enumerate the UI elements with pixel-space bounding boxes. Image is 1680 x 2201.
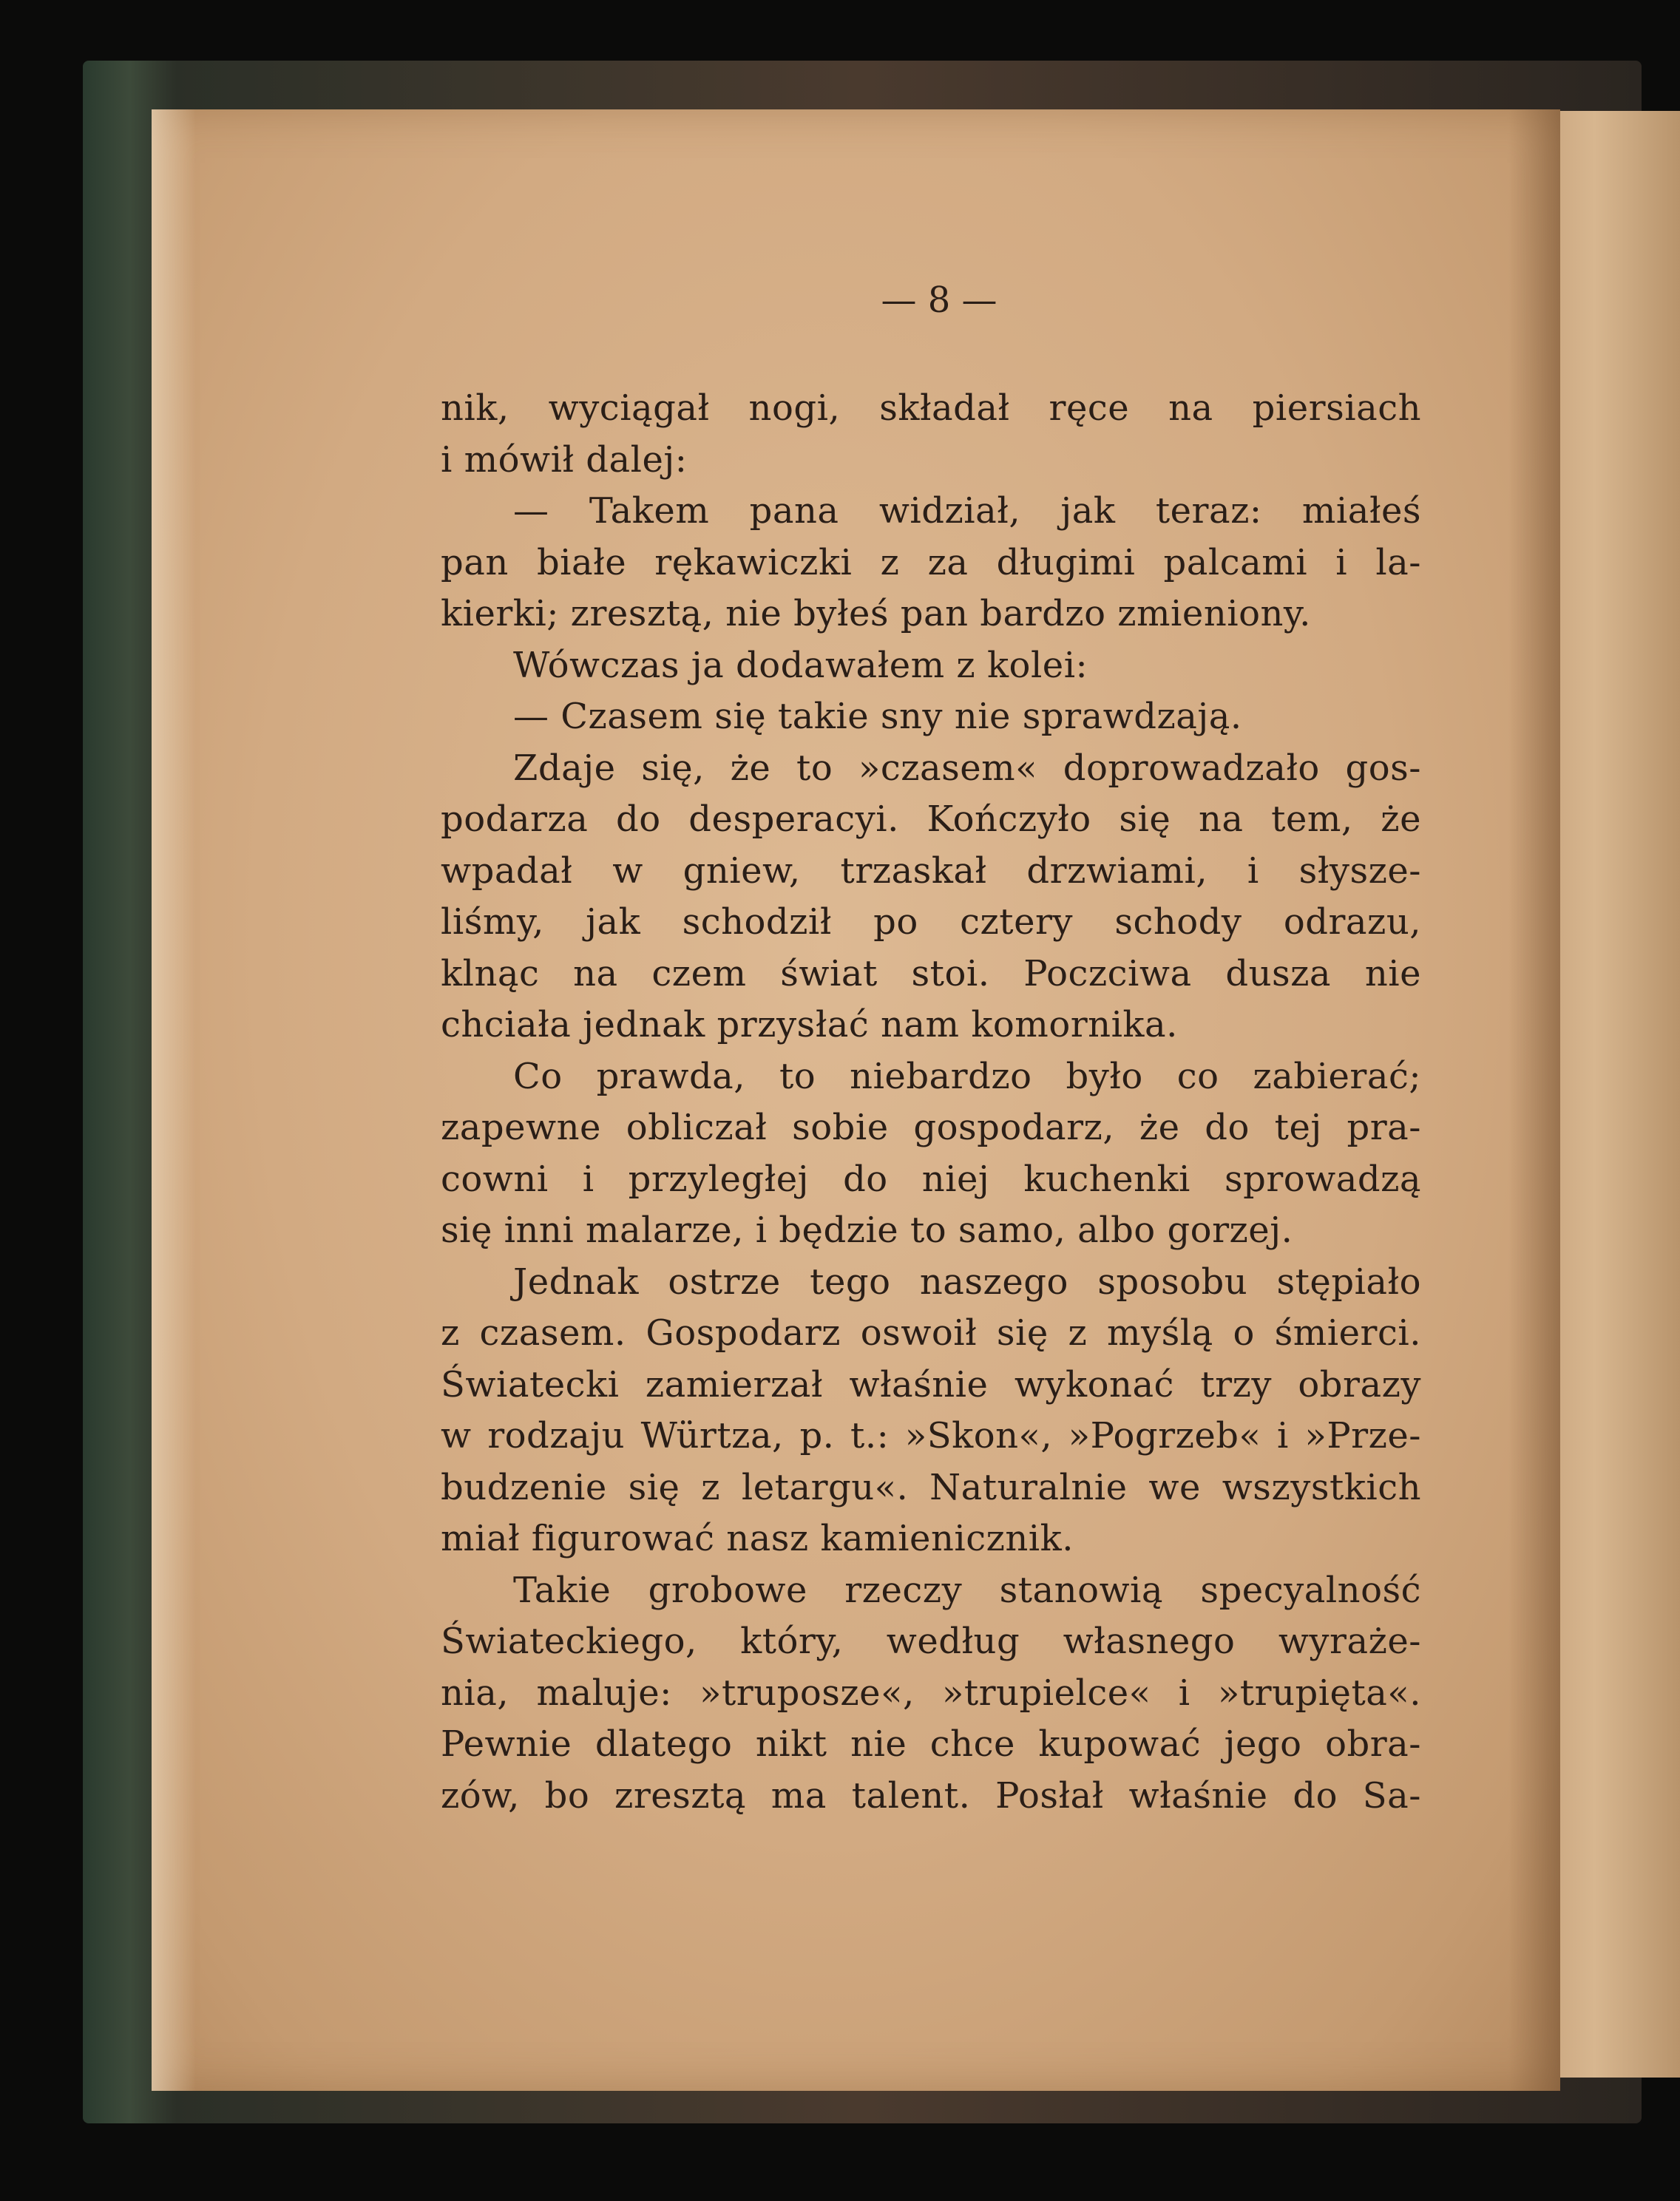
text-line: liśmy, jak schodził po cztery schody odrazu, [441,901,1421,943]
text-line: Jednak ostrze tego naszego sposobu stępiało [513,1261,1421,1303]
text-line: się inni malarze, i będzie to samo, albo gorzej. [441,1210,1293,1251]
text-line: kierki; zresztą, nie byłeś pan bardzo zmieniony. [441,593,1311,634]
page-left-edge [152,109,196,2091]
text-line: Świateckiego, który, według własnego wyraże- [441,1621,1421,1662]
text-line: z czasem. Gospodarz oswoił się z myślą o śmierci. [441,1312,1421,1354]
text-line: klnąc na czem świat stoi. Poczciwa dusza nie [441,952,1421,994]
text-line: Zdaje się, że to »czasem« doprowadzało gos- [513,747,1421,789]
text-line: budzenie się z letargu«. Naturalnie we wszystkich [441,1466,1421,1508]
text-line: — Takem pana widział, jak teraz: miałeś [513,490,1421,532]
text-line: i mówił dalej: [441,438,688,481]
text-line: zów, bo zresztą ma talent. Posłał właśnie do Sa- [441,1774,1421,1817]
text-line: Wówczas ja dodawałem z kolei: [513,644,1088,686]
text-line: cowni i przyległej do niej kuchenki sprowadzą [441,1158,1421,1200]
text-line: nia, maluje: »truposze«, »trupielce« i »trupięta«. [441,1672,1421,1714]
text-line: pan białe rękawiczki z za długimi palcami i la- [441,541,1421,583]
text-line: Światecki zamierzał właśnie wykonać trzy obrazy [441,1363,1421,1405]
body-text [441,383,1421,1822]
text-line: wpadał w gniew, trzaskał drzwiami, i słysze- [441,849,1421,892]
text-line: zapewne obliczał sobie gospodarz, że do tej pra- [441,1107,1421,1148]
text-line: nik, wyciągał nogi, składał ręce na piersiach [441,387,1421,429]
text-line: miał figurować nasz kamienicznik. [441,1518,1074,1559]
text-line: Pewnie dlatego nikt nie chce kupować jego obra- [441,1723,1421,1765]
text-line: w rodzaju Würtza, p. t.: »Skon«, »Pogrzeb« i »Prze- [441,1415,1421,1456]
text-line: Takie grobowe rzeczy stanowią specyalność [513,1569,1421,1611]
text-line: — Czasem się takie sny nie sprawdzają. [513,696,1242,737]
text-line: Co prawda, to niebardzo było co zabierać; [513,1055,1421,1097]
text-line: chciała jednak przysłać nam komornika. [441,1004,1178,1045]
text-line: podarza do desperacyi. Kończyło się na tem, że [441,798,1421,840]
page-number: — 8 — [881,279,998,321]
page-gutter [1508,109,1560,2091]
